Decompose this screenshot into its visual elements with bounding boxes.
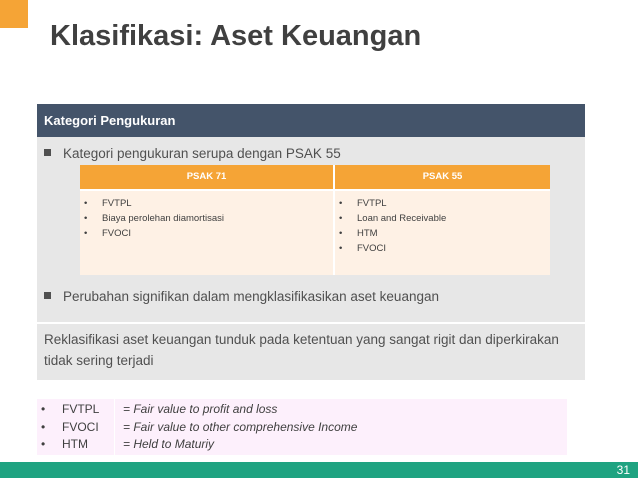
list-item: • FVTPL (84, 198, 132, 209)
table-header-psak55: PSAK 55 (335, 165, 550, 189)
table-header-psak71: PSAK 71 (80, 165, 333, 189)
legend-definition: = Held to Maturiy (123, 437, 215, 451)
panel-body (37, 137, 585, 322)
legend-divider (114, 399, 115, 455)
legend-definition: = Fair value to profit and loss (123, 402, 278, 416)
legend-abbr: HTM (62, 437, 88, 451)
panel-footer-note: Reklasifikasi aset keuangan tunduk pada ketentuan yang sangat rigit dan diperkirakan tidak sering terjadi (37, 324, 585, 380)
bullet-text: Perubahan signifikan dalam mengklasifikasikan aset keuangan (63, 289, 439, 304)
list-item: • FVOCI (339, 243, 387, 254)
bullet-item (44, 289, 439, 304)
panel-header: Kategori Pengukuran (37, 104, 585, 137)
square-bullet-icon (44, 292, 51, 299)
list-item: • FVOCI (84, 228, 132, 239)
list-item: • HTM (339, 228, 378, 239)
slide-title: Klasifikasi: Aset Keuangan (50, 20, 422, 52)
comparison-table (80, 165, 550, 275)
bullet-text: Kategori pengukuran serupa dengan PSAK 55 (63, 146, 341, 161)
list-item: • Loan and Receivable (339, 213, 447, 224)
legend-definition: = Fair value to other comprehensive Income (123, 420, 358, 434)
square-bullet-icon (44, 149, 51, 156)
bullet-item (44, 146, 341, 161)
list-item: • FVTPL (339, 198, 387, 209)
page-number: 31 (616, 463, 630, 477)
list-item: • Biaya perolehan diamortisasi (84, 213, 224, 224)
footer-bar (0, 462, 638, 478)
table-cell-psak55 (335, 191, 550, 275)
legend-abbr: FVTPL (62, 402, 100, 416)
accent-square (0, 0, 28, 28)
classification-panel (37, 104, 585, 380)
abbreviation-legend: • FVTPL = Fair value to profit and loss • FVOCI = Fair value to other comprehensive Income • HTM = Held to Maturiy (37, 399, 567, 455)
table-cell-psak71 (80, 191, 333, 275)
legend-abbr: FVOCI (62, 420, 99, 434)
